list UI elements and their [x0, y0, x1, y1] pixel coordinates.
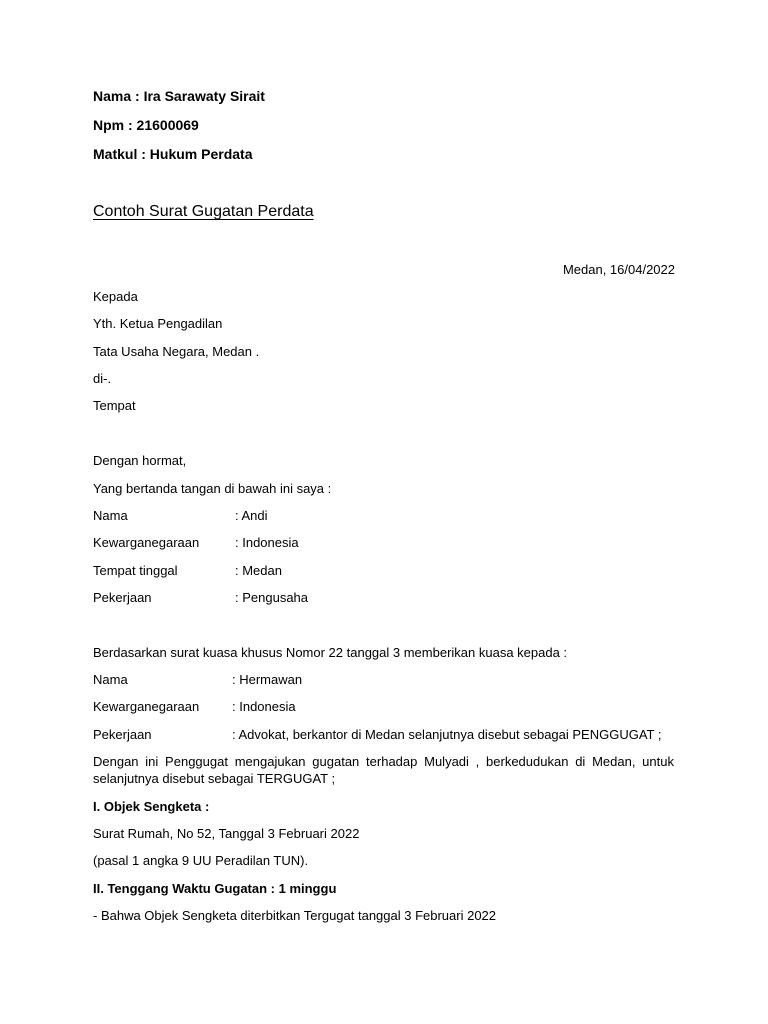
field-value: : Pengusaha: [235, 590, 309, 605]
section1-heading: I. Objek Sengketa :: [93, 799, 210, 814]
course-name: Matkul : Hukum Perdata: [93, 146, 253, 162]
section2-heading: II. Tenggang Waktu Gugatan : 1 minggu: [93, 881, 337, 896]
party2-warga-row: [93, 699, 296, 715]
party2-kerja-row: [93, 727, 661, 743]
section1-line-2: (pasal 1 angka 9 UU Peradilan TUN).: [93, 853, 309, 868]
recipient-line-5: Tempat: [93, 398, 136, 413]
recipient-line-3: Tata Usaha Negara, Medan .: [93, 344, 260, 359]
student-name: Nama : Ira Sarawaty Sirait: [93, 88, 265, 104]
field-label: Nama: [93, 508, 128, 523]
field-label: Pekerjaan: [93, 727, 152, 742]
party2-nama-row: [93, 672, 302, 688]
field-value: : Advokat, berkantor di Medan selanjutnya disebut sebagai PENGGUGAT ;: [232, 727, 662, 742]
party1-kerja-row: [93, 590, 308, 606]
document-title: Contoh Surat Gugatan Perdata: [93, 203, 314, 220]
field-value: : Medan: [235, 563, 282, 578]
field-label: Pekerjaan: [93, 590, 152, 605]
field-value: : Indonesia: [232, 699, 296, 714]
field-label: Kewarganegaraan: [93, 699, 200, 714]
party1-tempat-row: [93, 563, 282, 579]
recipient-line-2: Yth. Ketua Pengadilan: [93, 316, 223, 331]
party1-warga-row: [93, 535, 299, 551]
greeting: Dengan hormat,: [93, 453, 187, 468]
recipient-line-4: di-.: [93, 371, 112, 386]
student-npm: Npm : 21600069: [93, 117, 199, 133]
gugatan-paragraph: Dengan ini Penggugat mengajukan gugatan terhadap Mulyadi , berkedudukan di Medan, untuk selanjutnya disebut sebagai TERGUGAT ;: [93, 754, 674, 786]
field-value: : Indonesia: [235, 535, 299, 550]
letter-date: Medan, 16/04/2022: [562, 262, 675, 277]
field-label: Nama: [93, 672, 128, 687]
kuasa-intro: Berdasarkan surat kuasa khusus Nomor 22 tanggal 3 memberikan kuasa kepada :: [93, 645, 568, 660]
field-value: : Hermawan: [232, 672, 303, 687]
field-label: Kewarganegaraan: [93, 535, 200, 550]
intro-text: Yang bertanda tangan di bawah ini saya :: [93, 481, 332, 496]
field-value: : Andi: [235, 508, 268, 523]
party1-nama-row: [93, 508, 268, 524]
section1-line-1: Surat Rumah, No 52, Tanggal 3 Februari 2022: [93, 826, 360, 841]
recipient-line-1: Kepada: [93, 289, 138, 304]
field-label: Tempat tinggal: [93, 563, 178, 578]
section2-line-1: - Bahwa Objek Sengketa diterbitkan Tergugat tanggal 3 Februari 2022: [93, 908, 497, 923]
